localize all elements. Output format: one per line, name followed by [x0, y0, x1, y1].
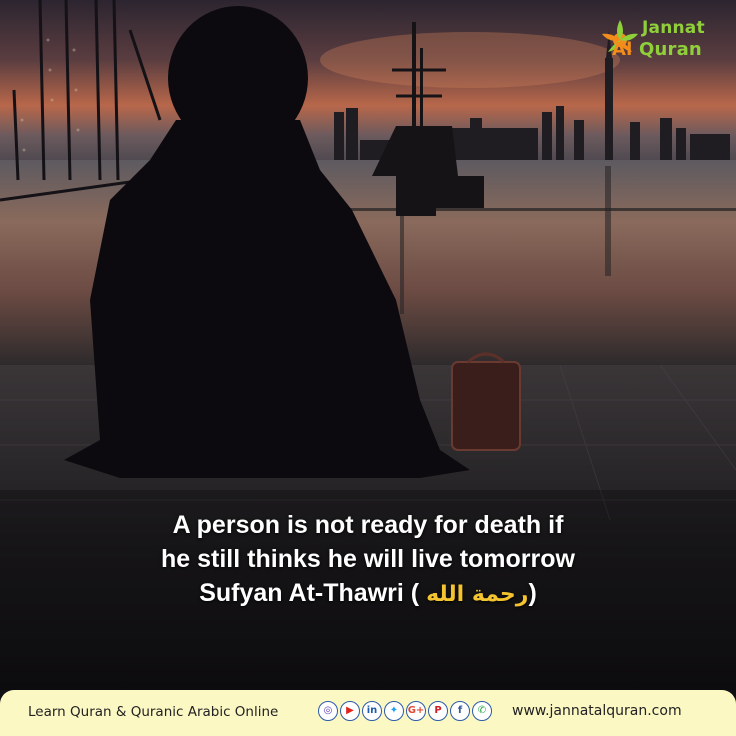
twitter-icon[interactable]: [384, 701, 404, 721]
quote-line-1: A person is not ready for death if: [172, 511, 564, 539]
youtube-icon[interactable]: [340, 701, 360, 721]
twitter-glyph: ✦: [389, 705, 399, 716]
website-link[interactable]: www.jannatalquran.com: [512, 703, 682, 719]
whatsapp-glyph: ✆: [477, 705, 487, 716]
author-name: Sufyan At-Thawri: [199, 579, 404, 607]
social-icons: [318, 701, 492, 723]
facebook-icon[interactable]: [450, 701, 470, 721]
youtube-glyph: ▶: [346, 705, 354, 716]
logo-word-al-quran: [612, 39, 702, 60]
google-plus-glyph: G+: [407, 705, 425, 716]
instagram-glyph: ◎: [323, 705, 333, 716]
logo-word-quran: Quran: [638, 39, 702, 60]
quote-line-2: he still thinks he will live tomorrow: [161, 545, 575, 573]
instagram-icon[interactable]: [318, 701, 338, 721]
open-paren: (: [410, 579, 420, 607]
close-paren: ): [528, 579, 537, 607]
quote-attribution: [0, 576, 736, 612]
facebook-glyph: f: [457, 705, 463, 716]
whatsapp-icon[interactable]: [472, 701, 492, 721]
linkedin-glyph: in: [366, 705, 378, 716]
footer-tagline: Learn Quran & Quranic Arabic Online: [28, 704, 279, 720]
arabic-honorific: رحمة الله: [426, 582, 529, 607]
pinterest-icon[interactable]: [428, 701, 448, 721]
logo-word-jannat: Jannat: [642, 18, 705, 38]
footer-bar: [0, 690, 736, 736]
brand-logo: [598, 12, 722, 70]
google-plus-icon[interactable]: [406, 701, 426, 721]
logo-word-al: Al: [612, 39, 633, 60]
linkedin-icon[interactable]: [362, 701, 382, 721]
pinterest-glyph: P: [434, 705, 442, 716]
quote-block: [0, 508, 736, 612]
